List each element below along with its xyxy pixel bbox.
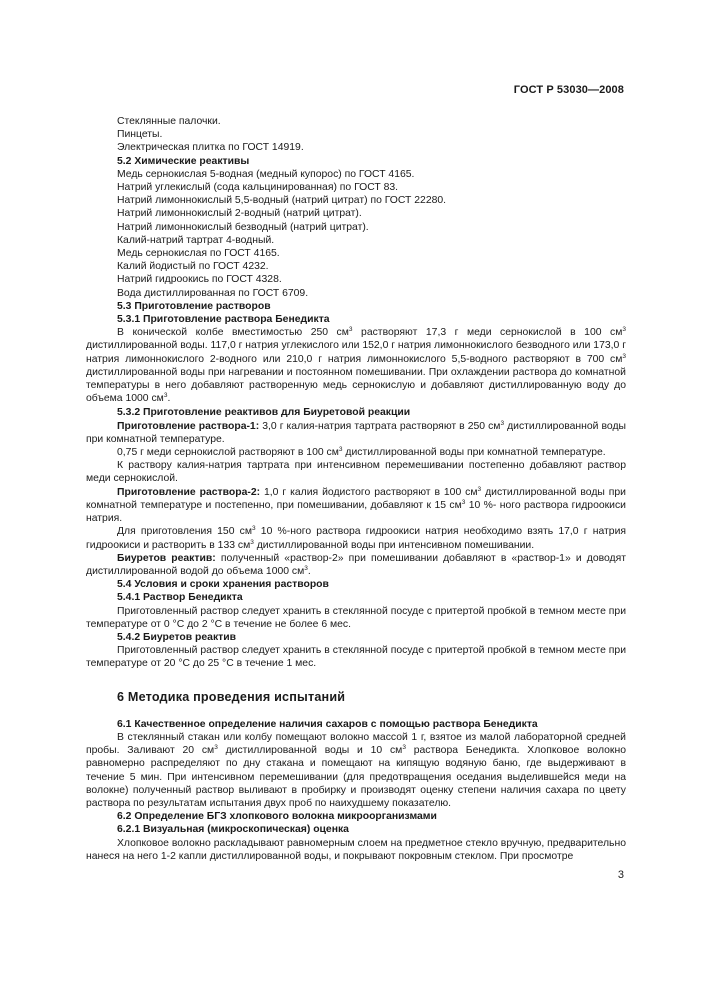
list-item: Вода дистиллированная по ГОСТ 6709. [117,287,309,299]
list-item: Натрий лимоннокислый безводный (натрий цитрат). [117,221,369,233]
paragraph-solution-1-mix: К раствору калия-натрия тартрата при интенсивном перемешивании постепенно добавляют раствор меди сернокислой. [86,460,626,485]
list-item: Калий йодистый по ГОСТ 4232. [117,261,269,273]
list-item: Стеклянные палочки. [117,116,221,127]
section-heading-6-2: 6.2 Определение БГЗ хлопкового волокна микроорганизмами [117,811,437,823]
document-body [86,115,626,863]
paragraph-naoh-preparation: Для приготовления 150 $см^3$ 10 %-ного раствора гидроокиси натрия необходимо взять 17,0 г натрия гидроокиси и растворить в 133 $см^3$ дистиллированной воды при интенсивном помешивании. [86,525,626,551]
section-heading-6: 6 Методика проведения испытаний [117,689,346,704]
paragraph-sugar-test: В стеклянный стакан или колбу помещают волокно массой 1 г, взятое из малой лабораторной средней пробы. Заливают 20 $см^3$ дистиллированной воды и 10 $см^3$ раствора Бенедикта. Хлопковое волокно равномерно распределяют по дну стакана и помещают на кипящую водяную баню, где выдерживают в течение 5 мин. При интенсивном перемешивании (для предотвращения оседания выделившейся меди на волокне) полученный раствор выливают в пробирку и производят оценку степени наличия сахара по цвету раствора по результатам испытания двух проб по наихудшему показателю. [86,731,626,809]
section-heading-5-3-2: 5.3.2 Приготовление реактивов для Биуретовой реакции [117,407,411,419]
list-item: Медь сернокислая 5-водная (медный купорос) по ГОСТ 4165. [117,168,415,180]
section-heading-5-4-1: 5.4.1 Раствор Бенедикта [117,592,243,604]
section-heading-5-3: 5.3 Приготовление растворов [117,300,271,312]
paragraph-solution-1-copper: 0,75 г меди сернокислой растворяют в 100 $см^3$ дистиллированной воды при комнатной температуре. [117,446,606,459]
section-heading-5-4-2: 5.4.2 Биуретов реактив [117,631,237,643]
list-item: Калий-натрий тартрат 4-водный. [117,234,275,246]
list-item: Пинцеты. [117,129,163,141]
list-item: Электрическая плитка по ГОСТ 14919. [117,142,304,154]
list-item: Медь сернокислая по ГОСТ 4165. [117,248,280,260]
paragraph-biuret-storage: Приготовленный раствор следует хранить в стеклянной посуде с притертой пробкой в темном месте при температуре от 20 °С до 25 °С в течение 1 мес. [86,645,626,670]
paragraph-benedict-preparation: В конической колбе вместимостью 250 $см^3$ растворяют 17,3 г меди сернокислой в 100 $см^3$ дистиллированной воды. 117,0 г натрия углекислого или 152,0 г натрия лимоннокислого безводного или 173,0 г натрия лимоннокислого 2-водного или 210,0 г натрия лимоннокислого 5,5-водного растворяют в 700 $см^3$ дистиллированной воды при нагревании и постоянном помешивании. При охлаждении раствора до комнатной температуры в него добавляют растворенную медь сернокислую и добавляют дистиллированную воду до объема 1000 $см^3$. [86,326,627,405]
paragraph-benedict-storage: Приготовленный раствор следует хранить в стеклянной посуде с притертой пробкой в темном месте при температуре от 0 °С до 2 °С в течение не более 6 мес. [86,605,626,630]
section-heading-6-2-1: 6.2.1 Визуальная (микроскопическая) оценка [117,824,349,836]
section-heading-6-1: 6.1 Качественное определение наличия сахаров с помощью раствора Бенедикта [117,718,538,730]
section-heading-5-4: 5.4 Условия и сроки хранения растворов [117,579,329,591]
list-item: Натрий лимоннокислый 5,5-водный (натрий цитрат) по ГОСТ 22280. [117,195,447,207]
paragraph-microscopic-evaluation: Хлопковое волокно раскладывают равномерным слоем на предметное стекло вручную, предварительно нанеся на него 1-2 капли дистиллированной воды, и покрывают покровным стеклом. При просмотре [86,837,626,862]
paragraph-biuret-reagent: Биуретов реактив: полученный «раствор-2» при помешивании добавляют в «раствор-1» и доводят дистиллированной водой до объема 1000 $см^3$. [86,552,626,577]
list-item: Натрий углекислый (сода кальцинированная) по ГОСТ 83. [117,182,399,194]
section-heading-5-2: 5.2 Химические реактивы [117,155,250,167]
section-heading-5-3-1: 5.3.1 Приготовление раствора Бенедикта [117,314,330,326]
document-header: ГОСТ Р 53030—2008 [513,84,624,96]
list-item: Натрий гидроокись по ГОСТ 4328. [117,274,282,286]
paragraph-solution-2: Приготовление раствора-2: 1,0 г калия йодистого растворяют в 100 $см^3$ дистиллированной воды при комнатной температуре и постепенно, при помешивании, добавляют к 15 $см^3$ 10 %- ного раствора гидроокиси натрия. [86,485,626,525]
list-item: Натрий лимоннокислый 2-водный (натрий цитрат). [117,208,362,220]
paragraph-solution-1: Приготовление раствора-1: 3,0 г калия-натрия тартрата растворяют в 250 $см^3$ дистиллированной воды при комнатной температуре. [86,419,626,445]
page-number: 3 [617,869,624,881]
